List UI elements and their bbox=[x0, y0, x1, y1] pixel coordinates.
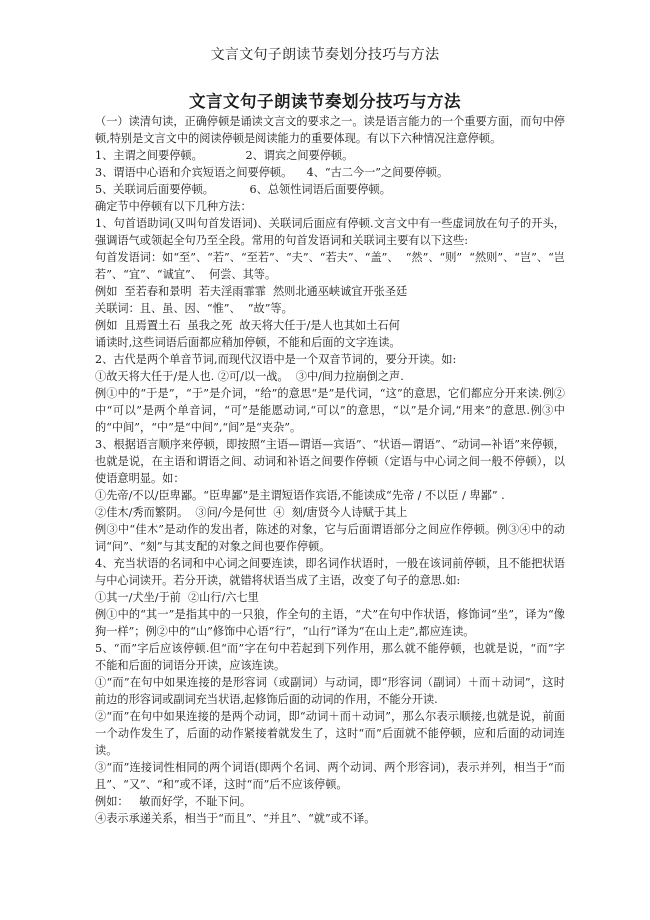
paragraph: （一）读清句读，正确停顿是诵读文言文的要求之一。读是语言能力的一个重要方面，而句中停顿,特别是文言文中的阅读停顿是阅读能力的重要体现。有以下六种情况注意停顿。 bbox=[95, 115, 565, 145]
paragraph: 例如： 敏而好学，不耻下问。 bbox=[95, 795, 252, 808]
paragraph: 确定节中停顿有以下几种方法： bbox=[95, 200, 252, 213]
paragraph: ③“而”连接词性相同的两个词语(即两个名词、两个动词、两个形容词)，表示并列，相当于“而且”、“又”、“和”或不译，这时“而”后不应该停顿。 bbox=[95, 761, 565, 791]
document-title: 文言文句子朗读节奏划分技巧与方法 bbox=[189, 92, 461, 111]
paragraph: 4、充当状语的名词和中心词之间要连读，即名词作状语时，一般在该词前停顿，且不能把状语与中心词读开。若分开读，就错将状语当成了主语，改变了句子的意思.如: bbox=[95, 557, 565, 587]
paragraph: ①故天将大任于/是人也. ②可/以一战。 ③中/间力拉崩倒之声. bbox=[95, 370, 404, 383]
paragraph: 句首发语词：如“至”、“若”、“至若”、“夫”、“若夫”、“盖”、 “然”、“则” “然则”、“岂”、“岂若”、“宜”、“诚宜”、 何尝、其等。 bbox=[95, 251, 565, 281]
paragraph: 2、古代是两个单音节词,而现代汉语中是一个双音节词的，要分开读。如: bbox=[95, 353, 457, 366]
paragraph: 例③中“佳木”是动作的发出者，陈述的对象，它与后面谓语部分之间应作停顿。例③④中的动词“问”、“刻”与其支配的对象之间也要作停顿。 bbox=[95, 523, 565, 553]
paragraph: 诵读时,这些词语后面都应稍加停顿，不能和后面的文字连读。 bbox=[95, 336, 401, 349]
paragraph: 3、谓语中心语和介宾短语之间要停顿。 4、“古二今一”之间要停顿。 bbox=[95, 166, 449, 179]
paragraph: 例如 至若春和景明 若夫淫雨霏霏 然则北通巫峡诚宜开张圣廷 bbox=[95, 285, 408, 298]
paragraph: ④表示承递关系，相当于“而且”、“并且”、“就”或不译。 bbox=[95, 812, 376, 825]
page-header: 文言文句子朗读节奏划分技巧与方法 bbox=[210, 47, 440, 63]
document-body bbox=[95, 113, 565, 827]
paragraph: 例①中的“其一”是指其中的一只狼，作全句的主语，“犬”在句中作状语，修饰词“坐”，译为“像狗一样”；例②中的“山”修饰中心语“行”，“山行”译为“在山上走”,都应连读。 bbox=[95, 608, 565, 638]
paragraph: ①先帝/不以/臣卑鄙。“臣卑鄙”是主谓短语作宾语,不能读成“先帝 / 不以臣 / 卑鄙” . bbox=[95, 489, 505, 502]
paragraph: 关联词：且、虽、因、“惟”、 “故”等。 bbox=[95, 302, 293, 315]
paragraph: 例如 且焉置土石 虽我之死 故天将大任于/是人也其如土石何 bbox=[95, 319, 400, 332]
paragraph: 3、根据语言顺序来停顿，即按照“主语—谓语—宾语”、“状语—谓语”、“动词—补语”来停顿，也就是说，在主语和谓语之间、动词和补语之间要作停顿（定语与中心词之间一般不停顿），以使语意明显。如： bbox=[95, 438, 565, 485]
paragraph: ①其一/犬坐/于前 ②山行/六七里 bbox=[95, 591, 259, 604]
paragraph: 5、“而”字后应该停顿.但“而”字在句中若起到下列作用，那么就不能停顿，也就是说，“而”字不能和后面的词语分开读，应该连读。 bbox=[95, 642, 565, 672]
paragraph: 1、句首语助词(又叫句首发语词)、关联词后面应有停顿.文言文中有一些虚词放在句子的开头，强调语气或领起全句乃至全段。常用的句首发语词和关联词主要有以下这些: bbox=[95, 217, 565, 247]
paragraph: ②“而”在句中如果连接的是两个动词，即“动词＋而＋动词”，那么尔表示顺接,也就是说，前面一个动作发生了，后面的动作紧接着就发生了，这时“而”后面就不能停顿，应和后面的动词连读。 bbox=[95, 710, 565, 757]
paragraph: 5、关联词后面要停顿。 6、总领性词语后面要停顿。 bbox=[95, 183, 391, 196]
paragraph: ②佳木/秀而繁阴。 ③问/今是何世 ④ 刻/唐贤今人诗赋于其上 bbox=[95, 506, 408, 519]
paragraph: ①“而”在句中如果连接的是形容词（或副词）与动词，即“形容词（副词）＋而＋动词”，这时前边的形容词或副词充当状语,起修饰后面的动词的作用，不能分开读. bbox=[95, 676, 565, 706]
paragraph: 1、主谓之间要停顿。 2、谓宾之间要停顿。 bbox=[95, 149, 354, 162]
paragraph: 例①中的“于是”，“于”是介词，“给”的意思“是”是代词，“这”的意思，它们都应分开来读.例②中“可以”是两个单音词，“可”是能愿动词,“可以”的意思，“以”是介词,“用来”的意思.例③中的“中间”，“中”是“中间”,“间”是“夹杂”。 bbox=[95, 387, 565, 434]
